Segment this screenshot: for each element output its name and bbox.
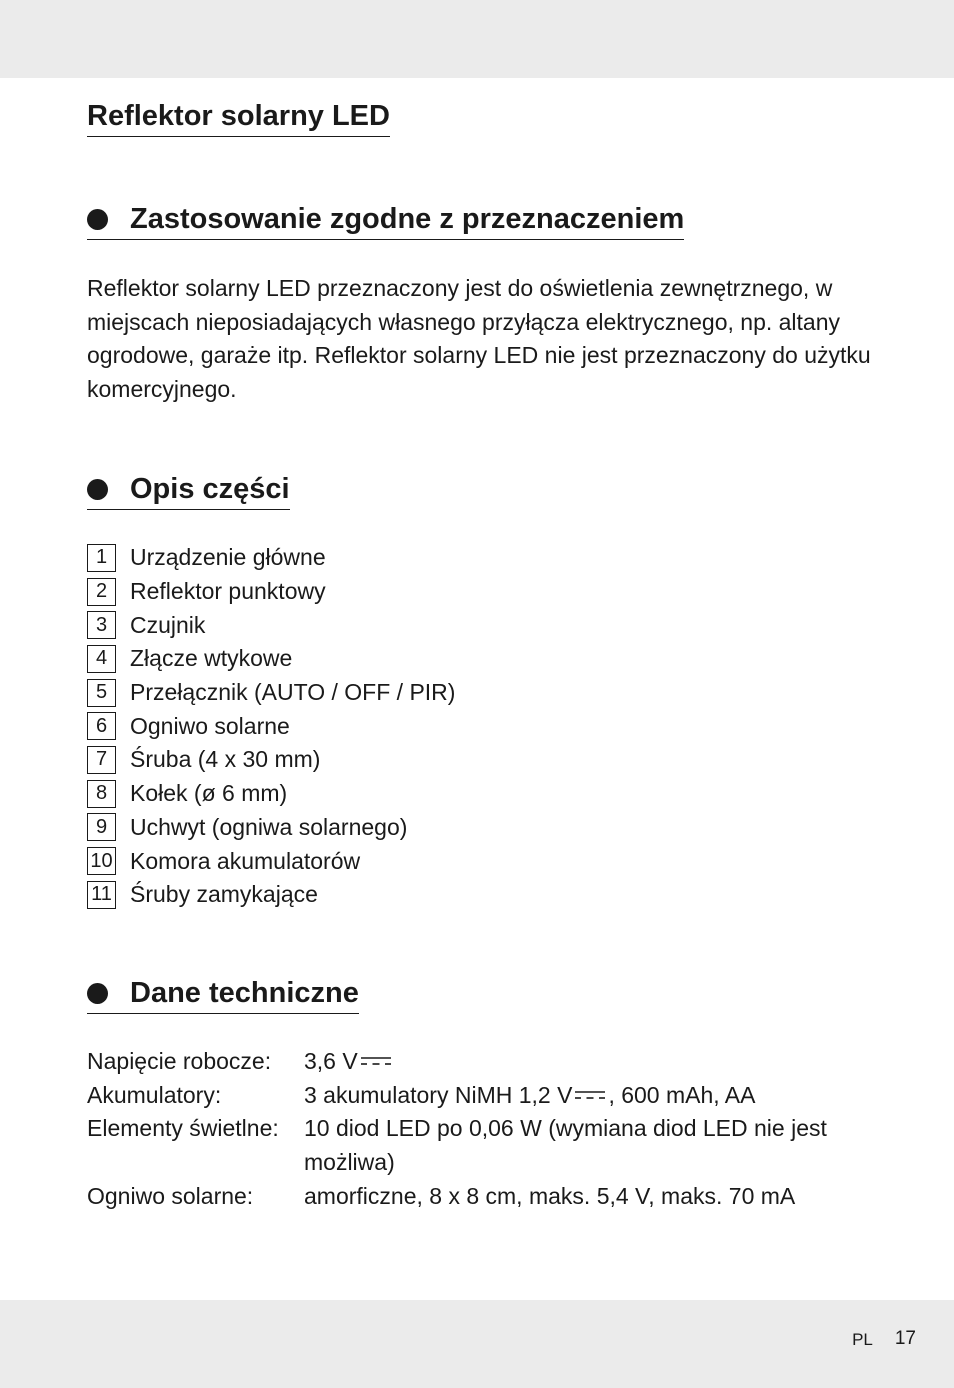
section-title: Zastosowanie zgodne z przeznaczeniem xyxy=(130,203,685,235)
spec-label: Ogniwo solarne: xyxy=(87,1182,254,1209)
parts-list xyxy=(87,541,455,912)
spec-row xyxy=(87,1112,887,1179)
part-label: Reflektor punktowy xyxy=(130,578,326,605)
spec-value: 10 diod LED po 0,06 W (wymiana diod LED nie jest możliwa) xyxy=(304,1115,827,1176)
spec-row xyxy=(87,1045,887,1079)
list-item xyxy=(87,709,455,743)
top-margin-band xyxy=(0,0,954,78)
list-item xyxy=(87,811,455,845)
part-number: 7 xyxy=(87,746,116,774)
page-footer xyxy=(852,1328,916,1350)
part-number: 4 xyxy=(87,645,116,673)
part-label: Czujnik xyxy=(130,611,206,638)
part-label: Śruby zamykające xyxy=(130,881,318,908)
language-code: PL xyxy=(852,1330,873,1349)
part-number: 8 xyxy=(87,780,116,808)
part-label: Złącze wtykowe xyxy=(130,645,293,672)
list-item xyxy=(87,743,455,777)
tech-specs xyxy=(87,1045,887,1214)
bullet-icon xyxy=(87,209,108,230)
part-number: 5 xyxy=(87,679,116,707)
page-number: 17 xyxy=(894,1328,916,1349)
list-item xyxy=(87,844,455,878)
spec-label: Akumulatory: xyxy=(87,1081,222,1108)
part-number: 6 xyxy=(87,712,116,740)
part-label: Ogniwo solarne xyxy=(130,712,290,739)
usage-paragraph: Reflektor solarny LED przeznaczony jest do oświetlenia zewnętrznego, w miejscach nieposiadających własnego przyłącza elektrycznego, np. altany ogrodowe, garaże itp. Reflektor solarny LED nie jest przeznaczony do użytku komercyjnego. xyxy=(87,275,871,403)
spec-label: Elementy świetlne: xyxy=(87,1115,279,1142)
list-item xyxy=(87,541,455,575)
section-heading-parts xyxy=(87,469,290,510)
section-title: Opis części xyxy=(130,473,290,505)
part-number: 9 xyxy=(87,813,116,841)
bottom-margin-band xyxy=(0,1300,954,1388)
bullet-icon xyxy=(87,479,108,500)
list-item xyxy=(87,642,455,676)
dc-current-icon xyxy=(360,1056,392,1066)
spec-value: 3 akumulatory NiMH 1,2 V , 600 mAh, AA xyxy=(304,1081,756,1108)
spec-value: amorficzne, 8 x 8 cm, maks. 5,4 V, maks. 70 mA xyxy=(304,1182,796,1209)
section-title: Dane techniczne xyxy=(130,977,359,1009)
part-number: 2 xyxy=(87,578,116,606)
part-label: Kołek (ø 6 mm) xyxy=(130,780,288,807)
section-heading-usage xyxy=(87,199,684,240)
dc-current-icon xyxy=(574,1090,606,1100)
spec-row xyxy=(87,1079,887,1113)
part-label: Komora akumulatorów xyxy=(130,847,361,874)
list-item xyxy=(87,878,455,912)
list-item xyxy=(87,676,455,710)
spec-label: Napięcie robocze: xyxy=(87,1048,272,1074)
part-number: 10 xyxy=(87,847,116,875)
part-label: Uchwyt (ogniwa solarnego) xyxy=(130,813,408,840)
part-label: Śruba (4 x 30 mm) xyxy=(130,746,321,773)
part-label: Urządzenie główne xyxy=(130,544,326,571)
list-item xyxy=(87,777,455,811)
part-number: 1 xyxy=(87,544,116,572)
spec-value: 3,6 V xyxy=(304,1045,887,1079)
part-label: Przełącznik (AUTO / OFF / PIR) xyxy=(130,679,456,706)
bullet-icon xyxy=(87,983,108,1004)
section-heading-tech xyxy=(87,973,359,1014)
spec-row xyxy=(87,1180,887,1214)
list-item xyxy=(87,575,455,609)
part-number: 3 xyxy=(87,611,116,639)
page-title: Reflektor solarny LED xyxy=(87,96,390,137)
part-number: 11 xyxy=(87,881,116,909)
list-item xyxy=(87,608,455,642)
